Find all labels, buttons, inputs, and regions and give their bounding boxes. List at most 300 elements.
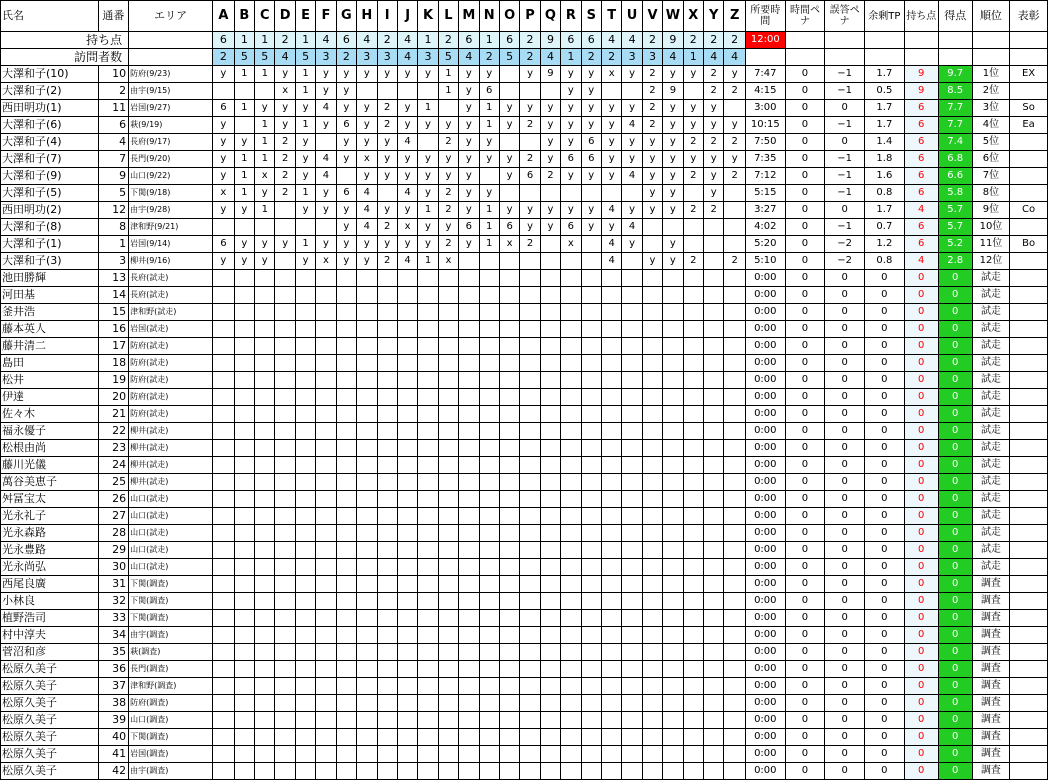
award-cell[interactable] xyxy=(1010,389,1048,406)
wrong-penalty-cell[interactable]: 0 xyxy=(825,321,865,338)
seq-number-cell[interactable]: 15 xyxy=(98,304,129,321)
checkpoint-cell[interactable] xyxy=(581,253,601,270)
participant-name-cell[interactable]: 大澤和子(7) xyxy=(1,151,99,168)
checkpoint-cell[interactable] xyxy=(255,389,275,406)
checkpoint-cell[interactable] xyxy=(601,712,621,729)
checkpoint-cell[interactable]: y xyxy=(520,66,540,83)
checkpoint-cell[interactable] xyxy=(397,491,417,508)
checkpoint-cell[interactable] xyxy=(601,338,621,355)
checkpoint-cell[interactable] xyxy=(499,763,519,780)
checkpoint-cell[interactable] xyxy=(724,661,746,678)
checkpoint-cell[interactable] xyxy=(316,661,336,678)
checkpoint-cell[interactable] xyxy=(724,372,746,389)
checkpoint-cell[interactable]: x xyxy=(397,219,417,236)
checkpoint-cell[interactable] xyxy=(581,678,601,695)
checkpoint-cell[interactable] xyxy=(418,457,438,474)
checkpoint-cell[interactable] xyxy=(357,576,377,593)
checkpoint-cell[interactable]: 2 xyxy=(520,117,540,134)
checkpoint-cell[interactable] xyxy=(295,491,315,508)
visitors-cell-d[interactable]: 4 xyxy=(275,49,295,66)
checkpoint-cell[interactable] xyxy=(479,610,499,627)
checkpoint-cell[interactable] xyxy=(581,661,601,678)
checkpoint-cell[interactable] xyxy=(601,695,621,712)
checkpoint-cell[interactable] xyxy=(336,168,356,185)
checkpoint-cell[interactable] xyxy=(581,644,601,661)
checkpoint-cell[interactable] xyxy=(704,236,724,253)
checkpoint-cell[interactable] xyxy=(438,355,458,372)
checkpoint-cell[interactable] xyxy=(459,712,479,729)
checkpoint-cell[interactable] xyxy=(459,661,479,678)
checkpoint-cell[interactable] xyxy=(581,440,601,457)
award-cell[interactable] xyxy=(1010,423,1048,440)
checkpoint-cell[interactable]: y xyxy=(438,219,458,236)
checkpoint-cell[interactable] xyxy=(622,185,642,202)
held-points-cell[interactable]: 0 xyxy=(904,423,938,440)
checkpoint-cell[interactable] xyxy=(295,661,315,678)
header-letter-j[interactable]: J xyxy=(397,1,417,32)
checkpoint-cell[interactable] xyxy=(397,610,417,627)
held-points-cell[interactable]: 0 xyxy=(904,270,938,287)
checkpoint-cell[interactable] xyxy=(459,559,479,576)
checkpoint-cell[interactable] xyxy=(704,321,724,338)
checkpoint-cell[interactable] xyxy=(704,491,724,508)
participant-name-cell[interactable]: 松根由尚 xyxy=(1,440,99,457)
participant-name-cell[interactable]: 松原久美子 xyxy=(1,746,99,763)
checkpoint-cell[interactable]: y xyxy=(561,100,581,117)
checkpoint-cell[interactable] xyxy=(520,287,540,304)
checkpoint-cell[interactable] xyxy=(397,729,417,746)
time-cell[interactable]: 7:50 xyxy=(745,134,785,151)
visitors-row-empty-5[interactable] xyxy=(904,49,938,66)
checkpoint-cell[interactable] xyxy=(642,287,662,304)
checkpoint-cell[interactable] xyxy=(357,508,377,525)
seq-number-cell[interactable]: 29 xyxy=(98,542,129,559)
checkpoint-cell[interactable] xyxy=(418,440,438,457)
checkpoint-cell[interactable] xyxy=(459,644,479,661)
checkpoint-cell[interactable] xyxy=(663,270,683,287)
checkpoint-cell[interactable] xyxy=(234,321,254,338)
held-points-cell[interactable]: 0 xyxy=(904,559,938,576)
time-cell[interactable]: 0:00 xyxy=(745,542,785,559)
checkpoint-cell[interactable] xyxy=(520,542,540,559)
checkpoint-cell[interactable] xyxy=(213,627,235,644)
checkpoint-cell[interactable] xyxy=(561,185,581,202)
checkpoint-cell[interactable]: 2 xyxy=(724,83,746,100)
time-penalty-cell[interactable]: 0 xyxy=(785,66,825,83)
checkpoint-cell[interactable] xyxy=(275,678,295,695)
checkpoint-cell[interactable] xyxy=(622,338,642,355)
checkpoint-cell[interactable] xyxy=(499,661,519,678)
checkpoint-cell[interactable] xyxy=(418,661,438,678)
time-penalty-cell[interactable]: 0 xyxy=(785,253,825,270)
checkpoint-cell[interactable] xyxy=(357,610,377,627)
checkpoint-cell[interactable]: y xyxy=(357,168,377,185)
checkpoint-cell[interactable] xyxy=(601,763,621,780)
checkpoint-cell[interactable] xyxy=(520,423,540,440)
wrong-penalty-cell[interactable]: 0 xyxy=(825,576,865,593)
checkpoint-cell[interactable]: 2 xyxy=(642,83,662,100)
points-cell-j[interactable]: 4 xyxy=(397,32,417,49)
rank-cell[interactable]: 調査 xyxy=(972,661,1009,678)
time-cell[interactable]: 0:00 xyxy=(745,593,785,610)
header-letter-s[interactable]: S xyxy=(581,1,601,32)
checkpoint-cell[interactable]: 2 xyxy=(683,202,703,219)
checkpoint-cell[interactable]: x xyxy=(255,168,275,185)
header-wrong-penalty[interactable]: 誤答ペナ xyxy=(825,1,865,32)
award-cell[interactable] xyxy=(1010,185,1048,202)
checkpoint-cell[interactable] xyxy=(459,389,479,406)
spare-tp-cell[interactable]: 0 xyxy=(865,321,905,338)
rank-cell[interactable]: 6位 xyxy=(972,151,1009,168)
held-points-cell[interactable]: 0 xyxy=(904,406,938,423)
checkpoint-cell[interactable]: y xyxy=(295,202,315,219)
checkpoint-cell[interactable] xyxy=(520,627,540,644)
score-cell[interactable]: 0 xyxy=(938,372,972,389)
participant-name-cell[interactable]: 光永豊路 xyxy=(1,542,99,559)
spare-tp-cell[interactable]: 0 xyxy=(865,712,905,729)
checkpoint-cell[interactable] xyxy=(234,678,254,695)
award-cell[interactable] xyxy=(1010,83,1048,100)
checkpoint-cell[interactable]: 6 xyxy=(459,219,479,236)
checkpoint-cell[interactable] xyxy=(255,576,275,593)
checkpoint-cell[interactable] xyxy=(459,576,479,593)
spare-tp-cell[interactable]: 1.7 xyxy=(865,66,905,83)
checkpoint-cell[interactable] xyxy=(295,355,315,372)
header-rank[interactable]: 順位 xyxy=(972,1,1009,32)
area-cell[interactable]: 津和野(9/21) xyxy=(129,219,213,236)
wrong-penalty-cell[interactable]: 0 xyxy=(825,406,865,423)
time-cell[interactable]: 5:15 xyxy=(745,185,785,202)
checkpoint-cell[interactable] xyxy=(316,678,336,695)
rank-cell[interactable]: 試走 xyxy=(972,355,1009,372)
checkpoint-cell[interactable] xyxy=(316,644,336,661)
points-cell-h[interactable]: 4 xyxy=(357,32,377,49)
checkpoint-cell[interactable] xyxy=(704,593,724,610)
seq-number-cell[interactable]: 18 xyxy=(98,355,129,372)
checkpoint-cell[interactable] xyxy=(377,542,397,559)
area-cell[interactable]: 柳井(試走) xyxy=(129,440,213,457)
checkpoint-cell[interactable] xyxy=(581,423,601,440)
checkpoint-cell[interactable]: 2 xyxy=(683,134,703,151)
checkpoint-cell[interactable] xyxy=(336,559,356,576)
time-penalty-cell[interactable]: 0 xyxy=(785,678,825,695)
score-cell[interactable]: 0 xyxy=(938,270,972,287)
award-cell[interactable] xyxy=(1010,287,1048,304)
rank-cell[interactable]: 試走 xyxy=(972,321,1009,338)
checkpoint-cell[interactable] xyxy=(622,576,642,593)
checkpoint-cell[interactable] xyxy=(459,338,479,355)
checkpoint-cell[interactable] xyxy=(438,338,458,355)
checkpoint-cell[interactable]: 2 xyxy=(275,151,295,168)
checkpoint-cell[interactable] xyxy=(724,321,746,338)
score-cell[interactable]: 0 xyxy=(938,542,972,559)
checkpoint-cell[interactable] xyxy=(397,287,417,304)
rank-cell[interactable]: 試走 xyxy=(972,270,1009,287)
visitors-cell-f[interactable]: 3 xyxy=(316,49,336,66)
checkpoint-cell[interactable] xyxy=(213,321,235,338)
checkpoint-cell[interactable] xyxy=(499,134,519,151)
seq-number-cell[interactable]: 30 xyxy=(98,559,129,576)
time-penalty-cell[interactable]: 0 xyxy=(785,151,825,168)
wrong-penalty-cell[interactable]: 0 xyxy=(825,712,865,729)
checkpoint-cell[interactable]: y xyxy=(663,151,683,168)
rank-cell[interactable]: 調査 xyxy=(972,593,1009,610)
checkpoint-cell[interactable]: y xyxy=(622,236,642,253)
checkpoint-cell[interactable] xyxy=(479,304,499,321)
checkpoint-cell[interactable] xyxy=(234,287,254,304)
checkpoint-cell[interactable] xyxy=(704,372,724,389)
checkpoint-cell[interactable]: 1 xyxy=(479,219,499,236)
spare-tp-cell[interactable]: 1.8 xyxy=(865,151,905,168)
checkpoint-cell[interactable] xyxy=(234,372,254,389)
checkpoint-cell[interactable] xyxy=(479,440,499,457)
rank-cell[interactable]: 7位 xyxy=(972,168,1009,185)
checkpoint-cell[interactable]: y xyxy=(438,168,458,185)
checkpoint-cell[interactable]: y xyxy=(418,236,438,253)
checkpoint-cell[interactable] xyxy=(316,729,336,746)
checkpoint-cell[interactable] xyxy=(377,508,397,525)
checkpoint-cell[interactable] xyxy=(683,661,703,678)
checkpoint-cell[interactable] xyxy=(377,678,397,695)
time-penalty-cell[interactable]: 0 xyxy=(785,355,825,372)
checkpoint-cell[interactable] xyxy=(357,644,377,661)
checkpoint-cell[interactable] xyxy=(438,321,458,338)
checkpoint-cell[interactable] xyxy=(499,729,519,746)
checkpoint-cell[interactable]: 2 xyxy=(438,185,458,202)
participant-name-cell[interactable]: 菅沼和彦 xyxy=(1,644,99,661)
checkpoint-cell[interactable]: y xyxy=(397,151,417,168)
checkpoint-cell[interactable] xyxy=(561,389,581,406)
visitors-row-empty-8[interactable] xyxy=(1010,49,1048,66)
time-penalty-cell[interactable]: 0 xyxy=(785,304,825,321)
checkpoint-cell[interactable] xyxy=(255,559,275,576)
checkpoint-cell[interactable] xyxy=(459,746,479,763)
rank-cell[interactable]: 試走 xyxy=(972,440,1009,457)
header-area[interactable]: エリア xyxy=(129,1,213,32)
checkpoint-cell[interactable] xyxy=(377,729,397,746)
checkpoint-cell[interactable]: 2 xyxy=(540,168,560,185)
area-cell[interactable]: 山口(試走) xyxy=(129,525,213,542)
checkpoint-cell[interactable] xyxy=(479,542,499,559)
checkpoint-cell[interactable] xyxy=(663,661,683,678)
time-penalty-cell[interactable]: 0 xyxy=(785,219,825,236)
visitors-cell-s[interactable]: 2 xyxy=(581,49,601,66)
participant-name-cell[interactable]: 藤井清二 xyxy=(1,338,99,355)
checkpoint-cell[interactable] xyxy=(234,440,254,457)
checkpoint-cell[interactable] xyxy=(295,712,315,729)
time-penalty-cell[interactable]: 0 xyxy=(785,746,825,763)
checkpoint-cell[interactable]: 2 xyxy=(724,134,746,151)
checkpoint-cell[interactable] xyxy=(438,100,458,117)
checkpoint-cell[interactable]: 2 xyxy=(642,100,662,117)
checkpoint-cell[interactable] xyxy=(520,321,540,338)
checkpoint-cell[interactable]: y xyxy=(213,168,235,185)
checkpoint-cell[interactable] xyxy=(336,525,356,542)
checkpoint-cell[interactable] xyxy=(581,236,601,253)
checkpoint-cell[interactable] xyxy=(540,185,560,202)
checkpoint-cell[interactable] xyxy=(561,712,581,729)
checkpoint-cell[interactable] xyxy=(499,270,519,287)
checkpoint-cell[interactable] xyxy=(275,610,295,627)
award-cell[interactable] xyxy=(1010,355,1048,372)
checkpoint-cell[interactable] xyxy=(581,525,601,542)
checkpoint-cell[interactable]: y xyxy=(459,117,479,134)
checkpoint-cell[interactable] xyxy=(397,355,417,372)
checkpoint-cell[interactable] xyxy=(704,406,724,423)
checkpoint-cell[interactable] xyxy=(418,338,438,355)
checkpoint-cell[interactable]: y xyxy=(459,83,479,100)
checkpoint-cell[interactable] xyxy=(683,593,703,610)
score-cell[interactable]: 0 xyxy=(938,338,972,355)
checkpoint-cell[interactable] xyxy=(581,763,601,780)
checkpoint-cell[interactable]: x xyxy=(275,83,295,100)
award-cell[interactable] xyxy=(1010,610,1048,627)
checkpoint-cell[interactable] xyxy=(213,610,235,627)
area-cell[interactable]: 山口(9/22) xyxy=(129,168,213,185)
checkpoint-cell[interactable]: 1 xyxy=(234,185,254,202)
checkpoint-cell[interactable] xyxy=(601,355,621,372)
checkpoint-cell[interactable]: 2 xyxy=(377,219,397,236)
participant-name-cell[interactable]: 大澤和子(1) xyxy=(1,236,99,253)
checkpoint-cell[interactable] xyxy=(683,559,703,576)
seq-number-cell[interactable]: 38 xyxy=(98,695,129,712)
score-cell[interactable]: 0 xyxy=(938,457,972,474)
checkpoint-cell[interactable] xyxy=(213,440,235,457)
checkpoint-cell[interactable] xyxy=(255,627,275,644)
checkpoint-cell[interactable] xyxy=(704,610,724,627)
header-time-penalty[interactable]: 時間ペナ xyxy=(785,1,825,32)
checkpoint-cell[interactable] xyxy=(438,304,458,321)
checkpoint-cell[interactable] xyxy=(336,610,356,627)
checkpoint-cell[interactable] xyxy=(213,644,235,661)
checkpoint-cell[interactable] xyxy=(418,423,438,440)
checkpoint-cell[interactable] xyxy=(622,542,642,559)
checkpoint-cell[interactable]: y xyxy=(581,219,601,236)
spare-tp-cell[interactable]: 0 xyxy=(865,287,905,304)
header-letter-o[interactable]: O xyxy=(499,1,519,32)
checkpoint-cell[interactable] xyxy=(581,491,601,508)
checkpoint-cell[interactable]: 1 xyxy=(479,117,499,134)
checkpoint-cell[interactable] xyxy=(438,440,458,457)
checkpoint-cell[interactable]: y xyxy=(499,117,519,134)
checkpoint-cell[interactable]: y xyxy=(459,66,479,83)
award-cell[interactable] xyxy=(1010,576,1048,593)
wrong-penalty-cell[interactable]: 0 xyxy=(825,763,865,780)
checkpoint-cell[interactable] xyxy=(642,593,662,610)
checkpoint-cell[interactable] xyxy=(561,627,581,644)
held-points-cell[interactable]: 4 xyxy=(904,202,938,219)
checkpoint-cell[interactable] xyxy=(601,304,621,321)
time-penalty-cell[interactable]: 0 xyxy=(785,117,825,134)
checkpoint-cell[interactable] xyxy=(601,525,621,542)
checkpoint-cell[interactable] xyxy=(438,372,458,389)
checkpoint-cell[interactable] xyxy=(295,474,315,491)
rank-cell[interactable]: 調査 xyxy=(972,610,1009,627)
checkpoint-cell[interactable] xyxy=(499,746,519,763)
award-cell[interactable] xyxy=(1010,695,1048,712)
checkpoint-cell[interactable] xyxy=(275,457,295,474)
points-row-empty-2[interactable] xyxy=(825,32,865,49)
points-cell-t[interactable]: 4 xyxy=(601,32,621,49)
checkpoint-cell[interactable]: 2 xyxy=(683,253,703,270)
checkpoint-cell[interactable] xyxy=(255,474,275,491)
checkpoint-cell[interactable] xyxy=(213,559,235,576)
checkpoint-cell[interactable] xyxy=(336,763,356,780)
checkpoint-cell[interactable] xyxy=(642,712,662,729)
checkpoint-cell[interactable]: y xyxy=(561,134,581,151)
checkpoint-cell[interactable] xyxy=(622,746,642,763)
header-letter-h[interactable]: H xyxy=(357,1,377,32)
checkpoint-cell[interactable] xyxy=(601,389,621,406)
checkpoint-cell[interactable] xyxy=(642,559,662,576)
checkpoint-cell[interactable]: y xyxy=(418,151,438,168)
wrong-penalty-cell[interactable]: 0 xyxy=(825,134,865,151)
checkpoint-cell[interactable] xyxy=(663,763,683,780)
area-cell[interactable]: 柳井(9/16) xyxy=(129,253,213,270)
checkpoint-cell[interactable] xyxy=(724,729,746,746)
time-penalty-cell[interactable]: 0 xyxy=(785,661,825,678)
checkpoint-cell[interactable] xyxy=(683,406,703,423)
spare-tp-cell[interactable]: 0 xyxy=(865,593,905,610)
checkpoint-cell[interactable] xyxy=(255,508,275,525)
header-letter-m[interactable]: M xyxy=(459,1,479,32)
rank-cell[interactable]: 8位 xyxy=(972,185,1009,202)
checkpoint-cell[interactable] xyxy=(540,627,560,644)
score-cell[interactable]: 0 xyxy=(938,729,972,746)
checkpoint-cell[interactable]: y xyxy=(499,168,519,185)
checkpoint-cell[interactable] xyxy=(459,763,479,780)
checkpoint-cell[interactable]: y xyxy=(357,66,377,83)
checkpoint-cell[interactable] xyxy=(663,406,683,423)
checkpoint-cell[interactable] xyxy=(275,627,295,644)
checkpoint-cell[interactable]: y xyxy=(459,151,479,168)
spare-tp-cell[interactable]: 0 xyxy=(865,508,905,525)
checkpoint-cell[interactable] xyxy=(663,695,683,712)
checkpoint-cell[interactable] xyxy=(275,661,295,678)
spare-tp-cell[interactable]: 0.7 xyxy=(865,219,905,236)
points-row-empty-5[interactable] xyxy=(938,32,972,49)
checkpoint-cell[interactable] xyxy=(601,661,621,678)
wrong-penalty-cell[interactable]: −2 xyxy=(825,253,865,270)
checkpoint-cell[interactable] xyxy=(622,355,642,372)
held-points-cell[interactable]: 0 xyxy=(904,746,938,763)
held-points-cell[interactable]: 0 xyxy=(904,593,938,610)
award-cell[interactable] xyxy=(1010,712,1048,729)
checkpoint-cell[interactable] xyxy=(581,355,601,372)
participant-name-cell[interactable]: 福永優子 xyxy=(1,423,99,440)
header-letter-x[interactable]: X xyxy=(683,1,703,32)
checkpoint-cell[interactable]: y xyxy=(213,151,235,168)
checkpoint-cell[interactable]: 6 xyxy=(213,100,235,117)
checkpoint-cell[interactable] xyxy=(622,304,642,321)
checkpoint-cell[interactable]: y xyxy=(213,134,235,151)
checkpoint-cell[interactable]: y xyxy=(295,100,315,117)
checkpoint-cell[interactable] xyxy=(683,525,703,542)
checkpoint-cell[interactable] xyxy=(704,253,724,270)
checkpoint-cell[interactable] xyxy=(357,287,377,304)
checkpoint-cell[interactable] xyxy=(622,678,642,695)
checkpoint-cell[interactable] xyxy=(499,627,519,644)
score-cell[interactable]: 0 xyxy=(938,440,972,457)
participant-name-cell[interactable]: 大澤和子(8) xyxy=(1,219,99,236)
area-cell[interactable]: 津和野(調査) xyxy=(129,678,213,695)
points-row-empty-6[interactable] xyxy=(972,32,1009,49)
checkpoint-cell[interactable] xyxy=(275,593,295,610)
checkpoint-cell[interactable]: y xyxy=(704,117,724,134)
area-cell[interactable]: 山口(調査) xyxy=(129,712,213,729)
rank-cell[interactable]: 調査 xyxy=(972,712,1009,729)
checkpoint-cell[interactable] xyxy=(520,253,540,270)
